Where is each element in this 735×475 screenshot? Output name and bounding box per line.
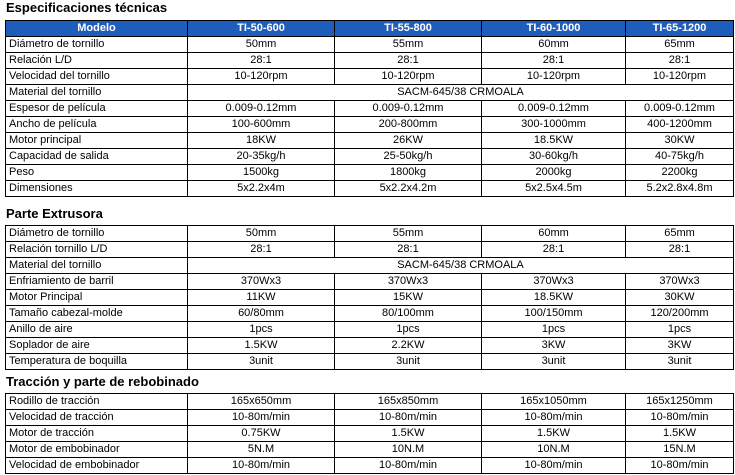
cell-value: 10-80m/min: [482, 410, 626, 426]
row-label: Capacidad de salida: [6, 149, 188, 165]
cell-value: 60/80mm: [188, 306, 335, 322]
row-label: Enfriamiento de barril: [6, 274, 188, 290]
cell-value: 28:1: [482, 53, 626, 69]
row-label: Anillo de aire: [6, 322, 188, 338]
table-row: [6, 133, 734, 149]
cell-value: 3unit: [626, 354, 734, 370]
table-row: [6, 306, 734, 322]
cell-value: 10-80m/min: [482, 458, 626, 474]
cell-value: 1pcs: [335, 322, 482, 338]
cell-value: 2.2KW: [335, 338, 482, 354]
cell-value: 10-80m/min: [335, 410, 482, 426]
section-title-traccion: Tracción y parte de rebobinado: [6, 374, 199, 389]
cell-value: 80/100mm: [335, 306, 482, 322]
cell-value: 15N.M: [626, 442, 734, 458]
table-row: [6, 274, 734, 290]
table-header-row: [6, 21, 734, 37]
header-cell: Modelo: [6, 21, 188, 37]
cell-value: 10N.M: [482, 442, 626, 458]
cell-value: 26KW: [335, 133, 482, 149]
cell-value: 28:1: [335, 53, 482, 69]
cell-value: 28:1: [482, 242, 626, 258]
cell-value: 28:1: [626, 53, 734, 69]
cell-value: 0.009-0.12mm: [335, 101, 482, 117]
cell-value: 165x1250mm: [626, 394, 734, 410]
cell-value: 20-35kg/h: [188, 149, 335, 165]
cell-value: 3unit: [335, 354, 482, 370]
row-label: Motor Principal: [6, 290, 188, 306]
row-label: Espesor de película: [6, 101, 188, 117]
table-row: [6, 354, 734, 370]
cell-value: 10-80m/min: [626, 410, 734, 426]
row-label: Material del tornillo: [6, 85, 188, 101]
table-row: [6, 322, 734, 338]
cell-value: 10-120rpm: [188, 69, 335, 85]
cell-value: 25-50kg/h: [335, 149, 482, 165]
cell-value: 10-80m/min: [188, 410, 335, 426]
table-row: [6, 181, 734, 197]
cell-value: 370Wx3: [335, 274, 482, 290]
cell-value: 370Wx3: [482, 274, 626, 290]
cell-value: 55mm: [335, 226, 482, 242]
header-cell: TI-65-1200: [626, 21, 734, 37]
table-row: [6, 410, 734, 426]
cell-value: 28:1: [626, 242, 734, 258]
table-row: [6, 101, 734, 117]
header-cell: TI-50-600: [188, 21, 335, 37]
cell-value: 0.009-0.12mm: [482, 101, 626, 117]
cell-value: 165x850mm: [335, 394, 482, 410]
cell-value: 5N.M: [188, 442, 335, 458]
table-row: [6, 226, 734, 242]
table-row: [6, 242, 734, 258]
cell-value: 2000kg: [482, 165, 626, 181]
cell-value: 120/200mm: [626, 306, 734, 322]
cell-value: 1800kg: [335, 165, 482, 181]
cell-value: 28:1: [188, 53, 335, 69]
table-row: [6, 165, 734, 181]
cell-value: 5x2.2x4.2m: [335, 181, 482, 197]
cell-value: 200-800mm: [335, 117, 482, 133]
cell-value: 3KW: [482, 338, 626, 354]
cell-value: 2200kg: [626, 165, 734, 181]
cell-value: 165x1050mm: [482, 394, 626, 410]
spec-table-especificaciones: [5, 20, 734, 197]
cell-value: 28:1: [335, 242, 482, 258]
cell-value: 10-80m/min: [626, 458, 734, 474]
cell-value: 370Wx3: [626, 274, 734, 290]
cell-value: 30KW: [626, 290, 734, 306]
cell-value: 1.5KW: [188, 338, 335, 354]
row-label: Soplador de aire: [6, 338, 188, 354]
section-title-extrusora: Parte Extrusora: [6, 206, 103, 221]
cell-value: 11KW: [188, 290, 335, 306]
cell-value: 65mm: [626, 226, 734, 242]
table-row: [6, 258, 734, 274]
row-label: Velocidad del tornillo: [6, 69, 188, 85]
row-label: Motor principal: [6, 133, 188, 149]
cell-value: 18KW: [188, 133, 335, 149]
table-row: [6, 458, 734, 474]
row-label: Velocidad de tracción: [6, 410, 188, 426]
cell-value: 300-1000mm: [482, 117, 626, 133]
cell-value: 10N.M: [335, 442, 482, 458]
cell-value: 3KW: [626, 338, 734, 354]
cell-value: 50mm: [188, 226, 335, 242]
cell-value: 1.5KW: [335, 426, 482, 442]
table-row: [6, 290, 734, 306]
table-row: [6, 394, 734, 410]
cell-value: 18.5KW: [482, 290, 626, 306]
cell-value: 18.5KW: [482, 133, 626, 149]
cell-value-merged: SACM-645/38 CRMOALA: [188, 258, 734, 274]
row-label: Motor de tracción: [6, 426, 188, 442]
cell-value: 10-80m/min: [335, 458, 482, 474]
spec-table-traccion: [5, 393, 734, 474]
cell-value: 165x650mm: [188, 394, 335, 410]
cell-value-merged: SACM-645/38 CRMOALA: [188, 85, 734, 101]
cell-value: 1.5KW: [626, 426, 734, 442]
cell-value: 15KW: [335, 290, 482, 306]
table-row: [6, 149, 734, 165]
header-cell: TI-60-1000: [482, 21, 626, 37]
cell-value: 100-600mm: [188, 117, 335, 133]
cell-value: 10-120rpm: [482, 69, 626, 85]
row-label: Ancho de película: [6, 117, 188, 133]
cell-value: 100/150mm: [482, 306, 626, 322]
table-row: [6, 442, 734, 458]
row-label: Diámetro de tornillo: [6, 37, 188, 53]
cell-value: 60mm: [482, 226, 626, 242]
row-label: Relación L/D: [6, 53, 188, 69]
cell-value: 400-1200mm: [626, 117, 734, 133]
cell-value: 10-120rpm: [335, 69, 482, 85]
table-row: [6, 69, 734, 85]
cell-value: 10-80m/min: [188, 458, 335, 474]
cell-value: 5x2.2x4m: [188, 181, 335, 197]
cell-value: 65mm: [626, 37, 734, 53]
header-cell: TI-55-800: [335, 21, 482, 37]
cell-value: 10-120rpm: [626, 69, 734, 85]
cell-value: 0.009-0.12mm: [626, 101, 734, 117]
cell-value: 60mm: [482, 37, 626, 53]
table-row: [6, 53, 734, 69]
cell-value: 1pcs: [482, 322, 626, 338]
row-label: Temperatura de boquilla: [6, 354, 188, 370]
table-row: [6, 338, 734, 354]
row-label: Relación tornillo L/D: [6, 242, 188, 258]
row-label: Peso: [6, 165, 188, 181]
cell-value: 5.2x2.8x4.8m: [626, 181, 734, 197]
cell-value: 1500kg: [188, 165, 335, 181]
table-row: [6, 426, 734, 442]
spec-table-extrusora: [5, 225, 734, 370]
row-label: Rodillo de tracción: [6, 394, 188, 410]
cell-value: 28:1: [188, 242, 335, 258]
cell-value: 55mm: [335, 37, 482, 53]
row-label: Material del tornillo: [6, 258, 188, 274]
table-row: [6, 37, 734, 53]
cell-value: 1pcs: [626, 322, 734, 338]
cell-value: 30-60kg/h: [482, 149, 626, 165]
row-label: Tamaño cabezal-molde: [6, 306, 188, 322]
cell-value: 50mm: [188, 37, 335, 53]
row-label: Diámetro de tornillo: [6, 226, 188, 242]
cell-value: 30KW: [626, 133, 734, 149]
cell-value: 40-75kg/h: [626, 149, 734, 165]
cell-value: 0.009-0.12mm: [188, 101, 335, 117]
cell-value: 1pcs: [188, 322, 335, 338]
cell-value: 0.75KW: [188, 426, 335, 442]
table-row: [6, 85, 734, 101]
row-label: Velocidad de embobinador: [6, 458, 188, 474]
cell-value: 5x2.5x4.5m: [482, 181, 626, 197]
table-row: [6, 117, 734, 133]
cell-value: 1.5KW: [482, 426, 626, 442]
row-label: Dimensiones: [6, 181, 188, 197]
cell-value: 3unit: [188, 354, 335, 370]
cell-value: 370Wx3: [188, 274, 335, 290]
section-title-especificaciones: Especificaciones técnicas: [6, 0, 168, 15]
cell-value: 3unit: [482, 354, 626, 370]
row-label: Motor de embobinador: [6, 442, 188, 458]
